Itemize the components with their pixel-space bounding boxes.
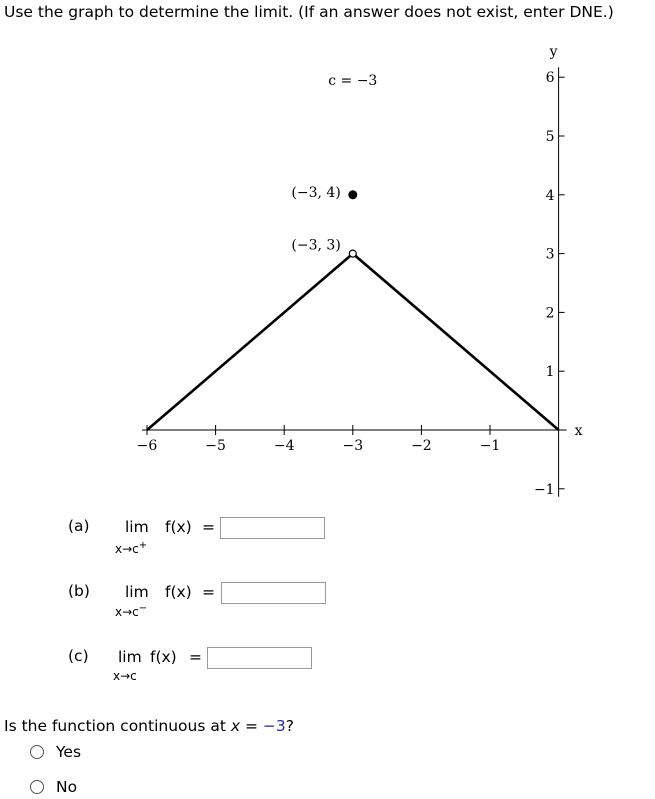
x-tick-label: −6 <box>136 438 158 454</box>
radio-yes[interactable] <box>30 745 44 759</box>
function-line <box>147 254 559 430</box>
x-tick-label: −4 <box>273 438 295 454</box>
x-tick-label: −2 <box>411 438 432 454</box>
part-c-label: (c) <box>68 647 89 665</box>
part-a-sup: + <box>138 540 148 551</box>
y-tick-label: 5 <box>545 129 555 145</box>
c-value-label: c = −3 <box>328 73 378 89</box>
part-a-equals: = <box>202 518 215 536</box>
question-equals: = <box>240 717 263 735</box>
part-b-lim: lim <box>125 583 149 601</box>
axes <box>142 67 567 497</box>
y-tick-label: 1 <box>545 364 555 381</box>
part-c <box>0 647 655 687</box>
open-point-label: (−3, 3) <box>291 237 341 254</box>
x-tick-label: −1 <box>479 438 501 454</box>
part-c-subscript <box>113 667 137 683</box>
part-c-func: f(x) <box>150 648 177 666</box>
part-b-sup: − <box>138 603 148 614</box>
function-lines <box>147 254 559 430</box>
question-text: Is the function continuous at <box>4 717 231 735</box>
part-b-answer-input[interactable] <box>221 582 326 604</box>
y-tick-label: 6 <box>545 70 555 87</box>
graph-labels <box>291 44 582 439</box>
part-a-subscript <box>115 540 147 556</box>
y-tick-label: 3 <box>545 246 555 263</box>
option-no-label: No <box>56 778 78 796</box>
part-a <box>0 517 655 557</box>
y-tick-label: −1 <box>533 481 555 498</box>
part-b-subscript <box>115 603 147 619</box>
instructions: Use the graph to determine the limit. (If an answer does not exist, enter DNE.) <box>4 3 614 21</box>
continuity-question <box>4 717 294 735</box>
part-a-label: (a) <box>68 517 90 535</box>
part-a-lim: lim <box>125 518 149 536</box>
question-var: x <box>230 717 241 735</box>
y-axis-label: y <box>549 44 558 61</box>
part-a-answer-input[interactable] <box>220 517 325 539</box>
option-yes-label: Yes <box>56 743 82 761</box>
ticks <box>137 70 565 498</box>
part-c-lim: lim <box>118 648 142 666</box>
part-c-sub-text: x→c <box>113 669 137 683</box>
part-a-sub-text: x→c <box>115 542 139 556</box>
part-b-equals: = <box>202 583 215 601</box>
closed-point-label: (−3, 4) <box>291 184 341 201</box>
part-b-label: (b) <box>68 582 90 600</box>
y-tick-label: 4 <box>545 187 555 204</box>
part-b-func: f(x) <box>165 583 192 601</box>
part-c-answer-input[interactable] <box>207 647 312 669</box>
option-yes[interactable] <box>30 743 81 761</box>
y-tick-label: 2 <box>545 305 555 322</box>
question-mark: ? <box>285 717 294 735</box>
part-c-equals: = <box>189 648 202 666</box>
part-b <box>0 582 655 622</box>
radio-no[interactable] <box>30 780 44 794</box>
closed-point <box>348 190 357 199</box>
x-tick-label: −3 <box>342 438 364 454</box>
option-no[interactable] <box>30 778 77 796</box>
part-b-sub-text: x→c <box>115 605 139 619</box>
question-number: −3 <box>262 717 286 735</box>
x-tick-label: −5 <box>205 438 226 454</box>
part-a-func: f(x) <box>165 518 192 536</box>
points <box>348 190 357 257</box>
open-point <box>349 250 356 257</box>
x-axis-label: x <box>574 423 583 439</box>
